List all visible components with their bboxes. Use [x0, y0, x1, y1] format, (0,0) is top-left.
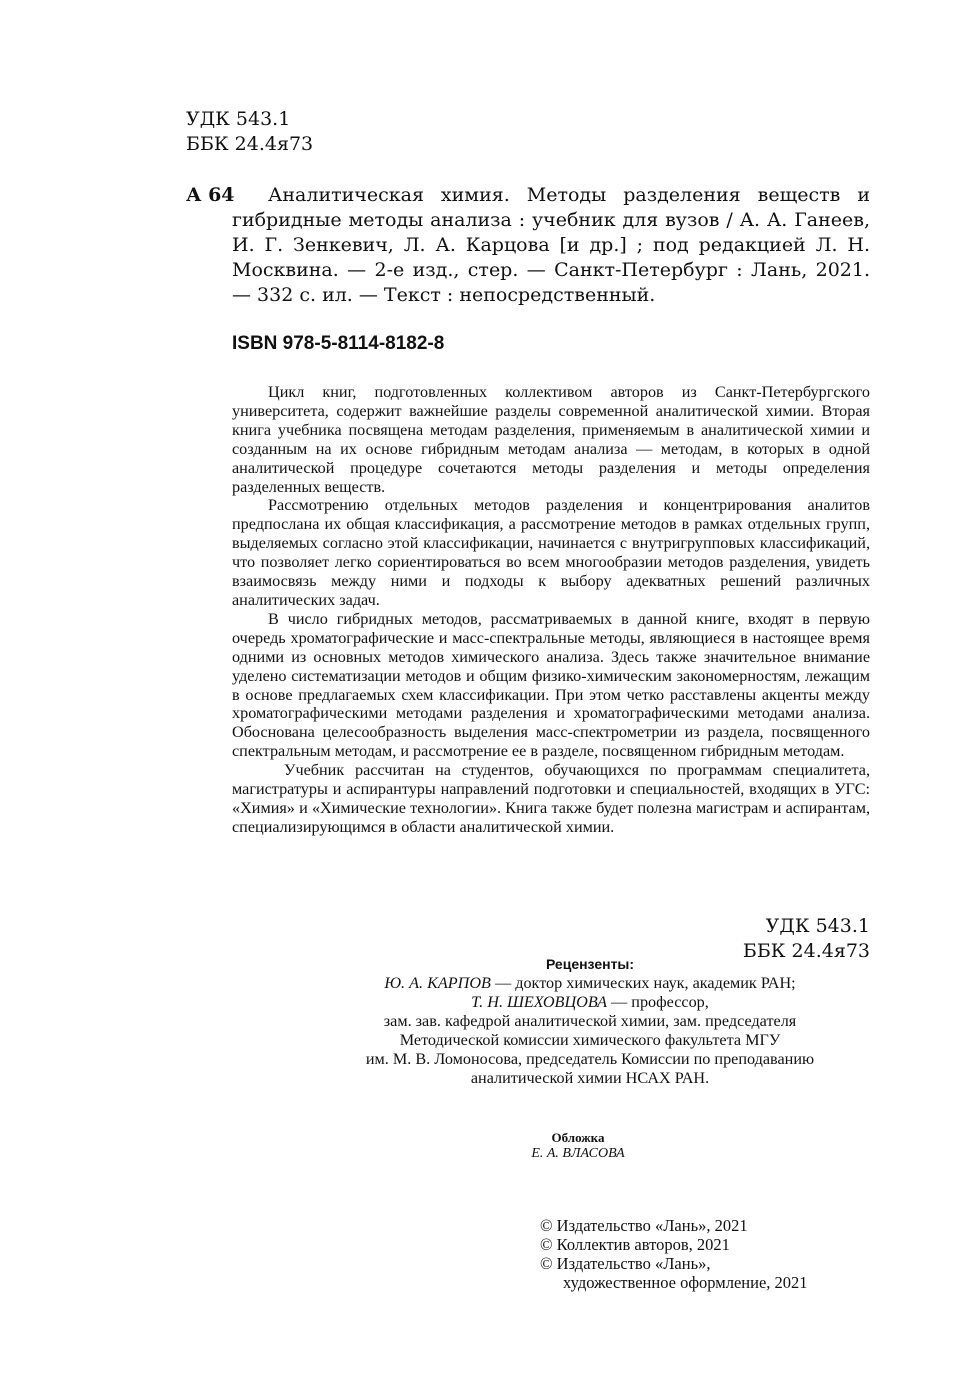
cover-credit — [478, 1130, 678, 1162]
annotation-paragraph-4: Учебник рассчитан на студентов, обучающихся по программам специалитета, магистратуры и аспирантуры направлений подготовки и специальностей, входящих в УГС: «Химия» и «Химические технологии». Книга также будет полезна магистрам и аспирантам, специализирующимся в области аналитической химии. — [232, 761, 870, 836]
reviewer-2-line-4: им. М. В. Ломоносова, председатель Комиссии по преподаванию — [365, 1050, 815, 1068]
reviewers-heading: Рецензенты: — [545, 956, 635, 972]
author-mark: А 64 — [186, 184, 235, 206]
cover-heading: Обложка — [551, 1130, 605, 1145]
copyright-line-3: © Издательство «Лань», — [540, 1254, 711, 1273]
bibliographic-entry: Аналитическая химия. Методы разделения веществ и гибридные методы анализа : учебник для вузов / А. А. Ганеев, И. Г. Зенкевич, Л. А. Карцова [и др.] ; под редакцией Л. Н. Москвина. — 2-е изд., стер. — Санкт-Петербург : Лань, 2021. — 332 с. ил. — Текст : непосредственный. — [232, 184, 870, 306]
copyright-line-2: © Коллектив авторов, 2021 — [540, 1235, 730, 1254]
annotation — [232, 383, 870, 837]
reviewer-1-desc: — доктор химических наук, академик РАН; — [490, 974, 796, 992]
udk-code-bottom: УДК 543.1 — [765, 915, 870, 937]
copyright-block — [540, 1216, 808, 1292]
copyright-line-4: художественное оформление, 2021 — [563, 1273, 808, 1292]
reviewer-1-name: Ю. А. КАРПОВ — [384, 974, 491, 992]
reviewer-1 — [290, 974, 890, 993]
isbn: ISBN 978-5-8114-8182-8 — [232, 333, 445, 354]
reviewer-2-line-5: аналитической химии НСАХ РАН. — [470, 1069, 710, 1087]
reviewer-2-desc: — профессор, — [607, 993, 709, 1011]
reviewers-block — [290, 955, 890, 1088]
reviewer-2 — [290, 993, 890, 1012]
annotation-paragraph-3: В число гибридных методов, рассматриваемых в данной книге, входят в первую очередь хроматографические и масс-спектральные методы, являющиеся в настоящее время одними из основных методов химического анализа. Здесь также значительное внимание уделено систематизации методов и общим физико-химическим закономерностям, лежащим в основе предлагаемых схем классификации. При этом четко расставлены акценты между хроматографическими методами разделения и хроматографическими методами анализа. Обоснована целесообразность выделения масс-спектрометрии из раздела, посвященного спектральным методам, и рассмотрение ее в разделе, посвященном гибридным методам. — [232, 609, 870, 761]
cover-designer: Е. А. ВЛАСОВА — [531, 1146, 625, 1161]
reviewer-2-line-3: Методической комиссии химического факультета МГУ — [399, 1031, 781, 1049]
reviewer-2-line-2: зам. зав. кафедрой аналитической химии, зам. председателя — [383, 1012, 797, 1030]
bbk-code: ББК 24.4я73 — [186, 133, 314, 155]
udk-top-block — [186, 107, 313, 157]
bbk-code-bottom: ББК 24.4я73 — [742, 940, 870, 962]
copyright-line-1: © Издательство «Лань», 2021 — [540, 1216, 748, 1235]
annotation-paragraph-1: Цикл книг, подготовленных коллективом авторов из Санкт-Петербургского университета, содержит важнейшие разделы современной аналитической химии. Вторая книга учебника посвящена методам разделения, применяемым в аналитической химии и созданным на их основе гибридным методам анализа — методам, в которых в одной аналитической процедуре сочетаются методы разделения и методы определения разделенных веществ. — [232, 383, 870, 496]
udk-code: УДК 543.1 — [186, 108, 291, 130]
reviewer-2-name: Т. Н. ШЕХОВЦОВА — [471, 993, 607, 1011]
annotation-paragraph-2: Рассмотрению отдельных методов разделения и концентрирования аналитов предпослана их общая классификация, а рассмотрение методов в рамках отдельных групп, выделяемых согласно этой классификации, начинается с внутригрупповых классификаций, что позволяет легко сориентироваться во всем многообразии методов разделения, увидеть взаимосвязь между ними и подходы к выбору адекватных решений различных аналитических задач. — [232, 496, 870, 609]
